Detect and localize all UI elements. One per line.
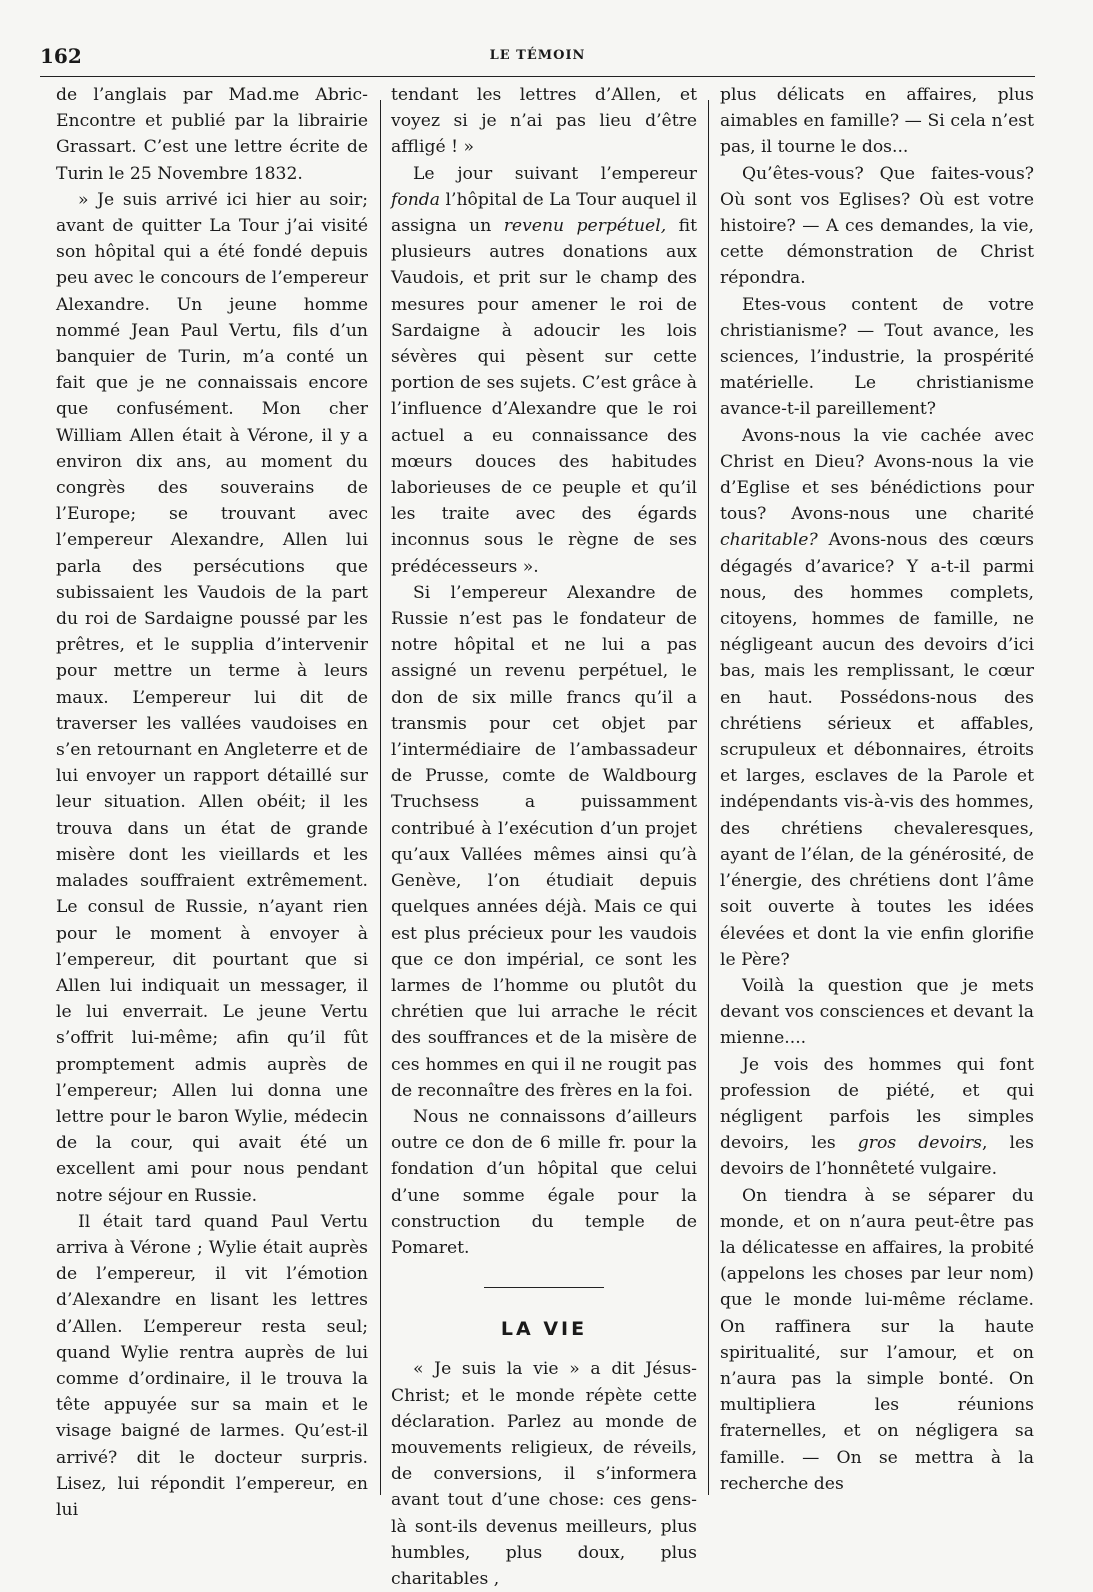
- italic-text: charitable?: [720, 530, 818, 551]
- paragraph: Voilà la question que je mets devant vos consciences et devant la mienne....: [720, 975, 1034, 1049]
- paragraph: tendant les lettres d’Allen, et voyez si je n’ai pas lieu d’être affligé ! »: [391, 85, 697, 158]
- paragraph: « Je suis la vie » a dit Jésus-Christ; et le monde répète cette déclaration. Parlez au monde de mouvements religieux, de réveils, de conversions, il s’informera avant tout d’une chose: ces gens-là sont-ils devenus meilleurs, plus humbles, plus doux, plus charitables ,: [391, 1359, 697, 1589]
- italic-text: revenu perpétuel,: [503, 216, 667, 237]
- text-run: Je vois des hommes qui font profession de piété, et qui négligent parfois les simples devoirs, les: [720, 1054, 1034, 1154]
- italic-text: fonda: [391, 189, 441, 210]
- text-run: fit plusieurs autres donations aux Vaudois, et prit sur le champ des mesures pour amener le roi de Sardaigne à adoucir les lois sévères qui pèsent sur cette portion de ses sujets. C’est grâce à l’influence d’Alexandre que le roi actuel a eu connaissance des mœurs douces des habitudes laborieuses de ce peuple et qu’il les traite avec des égards inconnus sous le règne de ses prédécesseurs ».: [391, 216, 697, 577]
- column-1: [56, 82, 368, 1520]
- paragraph: de l’anglais par Mad.me Abric-Encontre et publié par la librairie Grassart. C’est une lettre écrite de Turin le 25 Novembre 1832.: [56, 85, 368, 184]
- italic-text: gros devoirs: [857, 1133, 982, 1154]
- paragraph: Nous ne connaissons d’ailleurs outre ce don de 6 mille fr. pour la fondation d’un hôpital que celui d’une somme égale pour la construction du temple de Pomaret.: [391, 1106, 697, 1258]
- paragraph: [720, 423, 1034, 973]
- text-run: Avons-nous la vie cachée avec Christ en Dieu? Avons-nous la vie d’Eglise et ses bénédictions pour tous? Avons-nous une charité: [720, 425, 1034, 525]
- page-number: 162: [40, 44, 82, 68]
- column-separator: [708, 100, 709, 1495]
- paragraph: [391, 161, 697, 580]
- text-run: , les devoirs de l’honnêteté vulgaire.: [720, 1133, 1034, 1180]
- section-divider: [484, 1287, 604, 1288]
- paragraph: [720, 1052, 1034, 1183]
- paragraph: Il était tard quand Paul Vertu arriva à Vérone ; Wylie était auprès de l’empereur, il vit l’émotion d’Alexandre en lisant les lettres d’Allen. L’empereur resta seul; quand Wylie rentra auprès de lui comme d’ordinaire, il le trouva la tête appuyée sur sa main et le visage baigné de larmes. Qu’est-il arrivé? dit le docteur surpris. Lisez, lui répondit l’empereur, en lui: [56, 1211, 368, 1520]
- column-3: [720, 82, 1034, 1492]
- column-separator: [380, 100, 381, 1495]
- paragraph: On tiendra à se séparer du monde, et on n’aura peut-être pas la délicatesse en affaires, la probité (appelons les choses par leur nom) que le monde lui-même réclame. On raffinera sur la haute spiritualité, sur l’amour, et on n’aura pas la simple bonté. On multipliera les réunions fraternelles, et on négligera sa famille. — On se mettra à la recherche des: [720, 1185, 1034, 1494]
- paragraph: Qu’êtes-vous? Que faites-vous? Où sont vos Eglises? Où est votre histoire? — A ces demandes, la vie, cette démonstration de Christ répondra.: [720, 163, 1034, 289]
- text-run: l’hôpital de La Tour auquel il assigna un: [391, 189, 697, 237]
- text-run: Le jour suivant l’empereur: [413, 163, 697, 184]
- page-header: [40, 44, 1035, 70]
- paragraph: Etes-vous content de votre christianisme? — Tout avance, les sciences, l’industrie, la prospérité matérielle. Le christianisme avance-t-il pareillement?: [720, 294, 1034, 420]
- paragraph: plus délicats en affaires, plus aimables en famille? — Si cela n’est pas, il tourne le dos...: [720, 85, 1034, 158]
- text-run: Avons-nous des cœurs dégagés d’avarice? Y a-t-il parmi nous, des hommes complets, citoyens, hommes de famille, ne négligeant aucun des devoirs d’ici bas, mais les remplissant, le cœur en haut. Possédons-nous des chrétiens sérieux et affables, scrupuleux et débonnaires, étroits et larges, esclaves de la Parole et indépendants vis-à-vis des hommes, des chrétiens chevaleresques, ayant de l’élan, de la générosité, de l’énergie, des chrétiens dont l’âme soit ouverte à toutes les idées élevées et dont la vie enfin glorifie le Père?: [720, 530, 1034, 970]
- paragraph: Si l’empereur Alexandre de Russie n’est pas le fondateur de notre hôpital et ne lui a pas assigné un revenu perpétuel, le don de six mille francs qu’il a transmis pour cet objet par l’intermédiaire de l’ambassadeur de Prusse, comte de Waldbourg Truchsess a puissamment contribué à l’exécution d’un projet qu’aux Vallées mêmes ainsi qu’à Genève, l’on étudiait depuis quelques années déjà. Mais ce qui est plus précieux pour les vaudois que ce don impérial, ce sont les larmes de l’homme ou plutôt du chrétien que lui arrache le récit des souffrances et de la misère de ces hommes en qui il ne rougit pas de reconnaître des frères en la foi.: [391, 582, 697, 1101]
- paragraph: » Je suis arrivé ici hier au soir; avant de quitter La Tour j’ai visité son hôpital qui a été fondé depuis peu avec le concours de l’empereur Alexandre. Un jeune homme nommé Jean Paul Vertu, fils d’un banquier de Turin, m’a conté un fait que je ne connaissais encore que confusément. Mon cher William Allen était à Vérone, il y a environ dix ans, au moment du congrès des souverains de l’Europe; se trouvant avec l’empereur Alexandre, Allen lui parla des persécutions que subissaient les Vaudois de la part du roi de Sardaigne poussé par les prêtres, et le supplia d’intervenir pour mettre un terme à leurs maux. L’empereur lui dit de traverser les vallées vaudoises en s’en retournant en Angleterre et de lui envoyer un rapport détaillé sur leur situation. Allen obéit; il les trouva dans un état de grande misère dont les vieillards et les malades souffraient extrêmement. Le consul de Russie, n’ayant rien pour le moment à envoyer à l’empereur, dit pourtant que si Allen lui indiquait un messager, il le lui enverrait. Le jeune Vertu s’offrit lui-même; afin qu’il fût promptement admis auprès de l’empereur; Allen lui donna une lettre pour le baron Wylie, médecin de la cour, qui avait été un excellent ami pour nous pendant notre séjour en Russie.: [56, 189, 368, 1206]
- running-title: LE TÉMOIN: [489, 48, 586, 63]
- column-2: [391, 82, 697, 1589]
- header-rule: [40, 76, 1035, 77]
- section-title: LA VIE: [500, 1318, 588, 1341]
